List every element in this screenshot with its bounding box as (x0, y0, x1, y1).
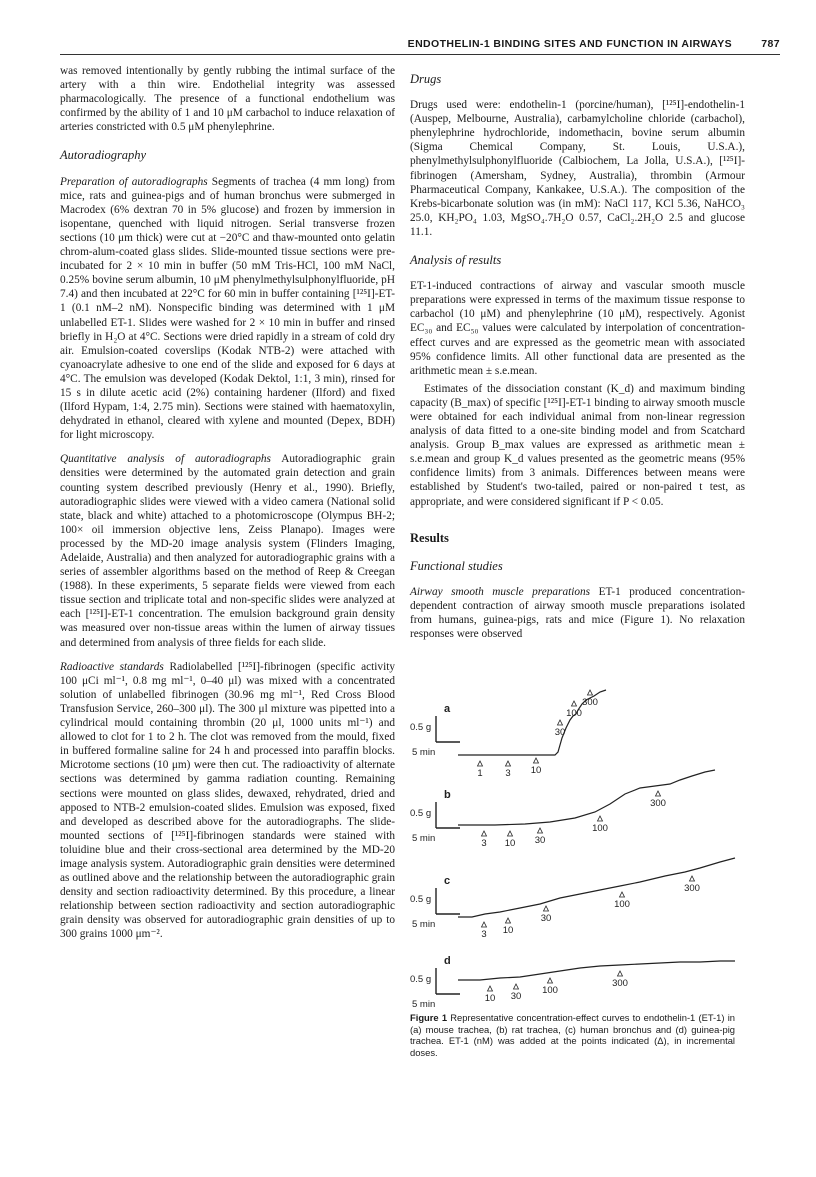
dose-marker (478, 761, 483, 766)
trace-b (458, 770, 715, 825)
dose-label: 10 (484, 993, 496, 1004)
paragraph-body: ET-1 produced concentration-dependent contraction of airway smooth muscle preparations isolated from humans, guinea-pigs, rats and mice (Figure 1). No relaxation responses were observed (410, 585, 745, 641)
time-scale-label: 5 min (412, 999, 436, 1010)
paragraph (60, 452, 395, 649)
paragraph: Estimates of the dissociation constant (K_d) and maximum binding capacity (B_max) of specific [¹²⁵I]-ET-1 binding to airway smooth muscle were obtained for each individual animal from non-linear regression analysis of data fitted to a one-site binding model and from Scatchard analysis. Group B_max values are expressed as arithmetic mean ± s.e.mean and group K_d values presented as the geometric means (95% confidence limits) from 3 animals. Differences between means were established by Student's two-tailed, paired or non-paired t test, as appropriate, and were considered significant if P < 0.05. (410, 382, 745, 508)
section-heading: Analysis of results (410, 253, 502, 268)
dose-marker (544, 906, 549, 911)
time-scale-label: 5 min (412, 747, 436, 758)
dose-marker (620, 892, 625, 897)
dose-marker (538, 828, 543, 833)
dose-marker (548, 978, 553, 983)
running-header (60, 36, 780, 55)
paragraph-lead: Radioactive standards (60, 660, 164, 673)
paragraph-body: Radiolabelled [¹²⁵I]-fibrinogen (specific activity 100 μCi ml⁻¹, 0.8 mg ml⁻¹, 0–40 μl) was mixed with a concentrated solution of unlabelled fibrinogen (30.96 mg ml⁻¹, Red Cross Blood Transfusion Service, 260–300 μl). The 300 μl mixture was pipetted into a cylindrical mould containing thrombin (20 μl, 1000 units ml⁻¹) and allowed to clot for 1 to 2 h. The clot was removed from the mould, fixed in buffered formaline saline for 24 h and processed into paraffin blocks. Microtome sections (10 μm) were then cut. The radioactivity of alternate sections was determined by gamma radiation counting. Remaining sections were mounted on glass slides, dewaxed, rehydrated, dried and apposed to NTB-2 emulsion-coated slides. Emulsion was exposed, fixed and developed as described above for the autoradiographs. The slide-mounted sections of [¹²⁵I]-fibrinogen standards were stained with toluidine blue and their cross-sectional area determined by the MD-20 image analysis system. Autoradiographic grain densities were determined as outlined above and the relationship between the autoradiographic grain density and section radioactivity determined. By this procedure, a linear relationship between section radioactivity and section autoradiographic grain density was observed for autoradiographic grain densities of up to 300 grains 1000 μm⁻². (60, 660, 395, 941)
dose-label: 10 (502, 925, 514, 936)
dose-label: 300 (650, 798, 666, 809)
dose-marker (514, 984, 519, 989)
running-title: ENDOTHELIN-1 BINDING SITES AND FUNCTION IN AIRWAYS (407, 38, 732, 50)
dose-label: 100 (614, 899, 630, 910)
left-column (60, 64, 395, 946)
dose-marker (482, 922, 487, 927)
dose-marker (506, 761, 511, 766)
force-scale-label: 0.5 g (410, 894, 432, 905)
section-heading: Drugs (410, 72, 442, 86)
force-scale-label: 0.5 g (410, 974, 432, 985)
time-scale-label: 5 min (412, 833, 436, 844)
dose-marker (588, 690, 593, 695)
paragraph-body: Autoradiographic grain densities were determined by the automated grain detection and grain counting system described previously (Henry et al., 1990). Briefly, autoradiographic slides were viewed with a video camera (National solid state, black and white) attached to a photomicroscope (Olympus BH-2; 100× oil immersion objective lens, Zeiss Planapo). Images were processed by the MD-20 image analysis system (Flinders Imaging, Adelaide, Australia) and then analyzed for autoradiographic grains with a series of assembler algorithms based on the method of Reep & Creegan (1988). In these experiments, 5 separate fields were viewed from each tissue section and triplicate total and non-specific slides were analyzed at each [¹²⁵I]-ET-1 concentration. The emulsion background grain density was measured over non-tissue areas within the lumen of airway tissues and determined from analysis of three fields for each slide. (60, 453, 395, 649)
figure-1 (410, 680, 745, 1010)
dose-marker (482, 831, 487, 836)
dose-label: 3 (505, 768, 511, 779)
dose-marker (558, 720, 563, 725)
panel-label-c: c (444, 875, 451, 887)
caption-text: Representative concentration-effect curves to endothelin-1 (ET-1) in (a) mouse trachea, (b) rat trachea, (c) human bronchus and (d) guinea-pig trachea. ET-1 (nM) was added at the points indicated (Δ), in incremental doses. (410, 1012, 735, 1058)
dose-marker (488, 986, 493, 991)
paragraph (410, 585, 745, 641)
dose-label: 1 (477, 768, 483, 779)
page-number: 787 (761, 38, 780, 50)
section-heading: Functional studies (410, 558, 503, 573)
panel-label-a: a (444, 703, 451, 715)
paragraph: Drugs used were: endothelin-1 (porcine/human), [¹²⁵I]-endothelin-1 (Auspep, Melbourne, Australia), carbamylcholine chloride (carbachol), phenylephrine hydrochloride, indomethacin, bovine serum albumin (Sigma Chemical Company, St. Louis, U.S.A.), phenylmethylsulphonylfluoride (Calbiochem, La Jolla, U.S.A.), [¹²⁵I]-fibrinogen (Amersham, Sydney, Australia), thrombin (Armour Pharmaceutical Company, Kankakee, U.S.A.). The composition of the Krebs-bicarbonate solution was (in mM): NaCl 117, KCl 5.36, NaHCO₃ 25.0, KH₂PO₄ 1.03, MgSO₄.7H₂O 0.57, CaCl₂.2H₂O 2.5 and glucose 11.1. (410, 99, 745, 238)
dose-marker (572, 701, 577, 706)
dose-marker (690, 876, 695, 881)
paragraph (60, 660, 395, 942)
force-scale-label: 0.5 g (410, 808, 432, 819)
paragraph (60, 175, 395, 443)
dose-marker (656, 791, 661, 796)
force-scale-label: 0.5 g (410, 722, 432, 733)
dose-label: 10 (504, 838, 516, 849)
section-heading: Results (410, 530, 449, 545)
paragraph-lead: Preparation of autoradiographs (60, 175, 208, 188)
dose-label: 300 (684, 883, 700, 894)
dose-marker (534, 758, 539, 763)
dose-label: 10 (530, 765, 542, 776)
section-heading: Autoradiography (60, 148, 147, 163)
dose-label: 3 (481, 929, 487, 940)
paragraph: ET-1-induced contractions of airway and vascular smooth muscle preparations were expressed in terms of the maximum tissue response to carbachol (10 μM) and phenylephrine (10 μM), respectively. Agonist EC₃₀ and EC₅₀ values were calculated by interpolation of concentration-effect curves and are expressed as the geometric mean with associated 95% confidence limits. All other functional data are presented as the arithmetic mean ± s.e.mean. (410, 280, 745, 377)
caption-label: Figure 1 (410, 1012, 448, 1023)
dose-label: 100 (542, 985, 558, 996)
dose-label: 30 (534, 835, 546, 846)
dose-marker (508, 831, 513, 836)
paragraph-body: Segments of trachea (4 mm long) from mice, rats and guinea-pigs and of human bronchus were submerged in Macrodex (6% dextran 70 in 5% glucose) and frozen by immersion in isopentane, quenched with liquid nitrogen. Serial transverse frozen sections (10 μm thick) were cut at −20°C and thaw-mounted onto gelatin chrom-alum-coated glass slides. Slide-mounted tissue sections were pre-incubated for 2 × 10 min in buffer (50 mM Tris-HCl, 100 mM NaCl, 0.25% bovine serum albumin, 10 μM phenylmethylsulphonylfluoride, pH 7.4) and then incubated at 22°C for 60 min in buffer containing [¹²⁵I]-ET-1 (0.1 nM–2 nM). Nonspecific binding was determined with 1 μM unlabelled ET-1. Slides were washed for 2 × 10 min in buffer and rinsed briefly in H₂O at 4°C. Sections were dried rapidly in a stream of cold dry air. Emulsion-coated coverslips (Kodak NTB-2) were attached with cyanoacrylate adhesive to one end of the slide and exposed for 6 days at 4°C. The emulsion was developed (Kodak Dektol, 1:1, 3 min), rinsed for 15 s in dilute acetic acid (2%) containing hardener (Ilford) and fixed (Ilford Hypam, 1:4, 2.75 min). Sections were stained with haematoxylin, dehydrated in ethanol, cleared with xylene and mounted (Depex, BDH) for light microscopy. (60, 175, 395, 442)
dose-marker (618, 971, 623, 976)
right-column (410, 64, 745, 645)
dose-marker (598, 816, 603, 821)
dose-label: 100 (566, 708, 582, 719)
dose-label: 3 (481, 838, 487, 849)
trace-d (458, 961, 735, 980)
dose-label: 100 (592, 823, 608, 834)
paragraph-lead: Quantitative analysis of autoradiographs (60, 453, 271, 466)
dose-marker (506, 918, 511, 923)
dose-label: 300 (612, 978, 628, 989)
panel-label-d: d (444, 955, 451, 967)
time-scale-label: 5 min (412, 919, 436, 930)
dose-label: 30 (510, 991, 522, 1002)
dose-label: 30 (540, 913, 552, 924)
panel-label-b: b (444, 789, 451, 801)
paragraph: was removed intentionally by gently rubbing the intimal surface of the artery with a thin wire. Endothelial integrity was assessed pharmacologically. The presence of a functional endothelium was confirmed by the ability of 1 and 10 μM carbachol to induce relaxation of arteries constricted with 0.5 μM phenylephrine. (60, 65, 395, 134)
figure-caption (410, 1012, 735, 1058)
dose-label: 30 (554, 727, 566, 738)
figure-1-traces (410, 680, 745, 1010)
dose-label: 300 (582, 697, 598, 708)
paragraph-lead: Airway smooth muscle preparations (410, 585, 591, 598)
